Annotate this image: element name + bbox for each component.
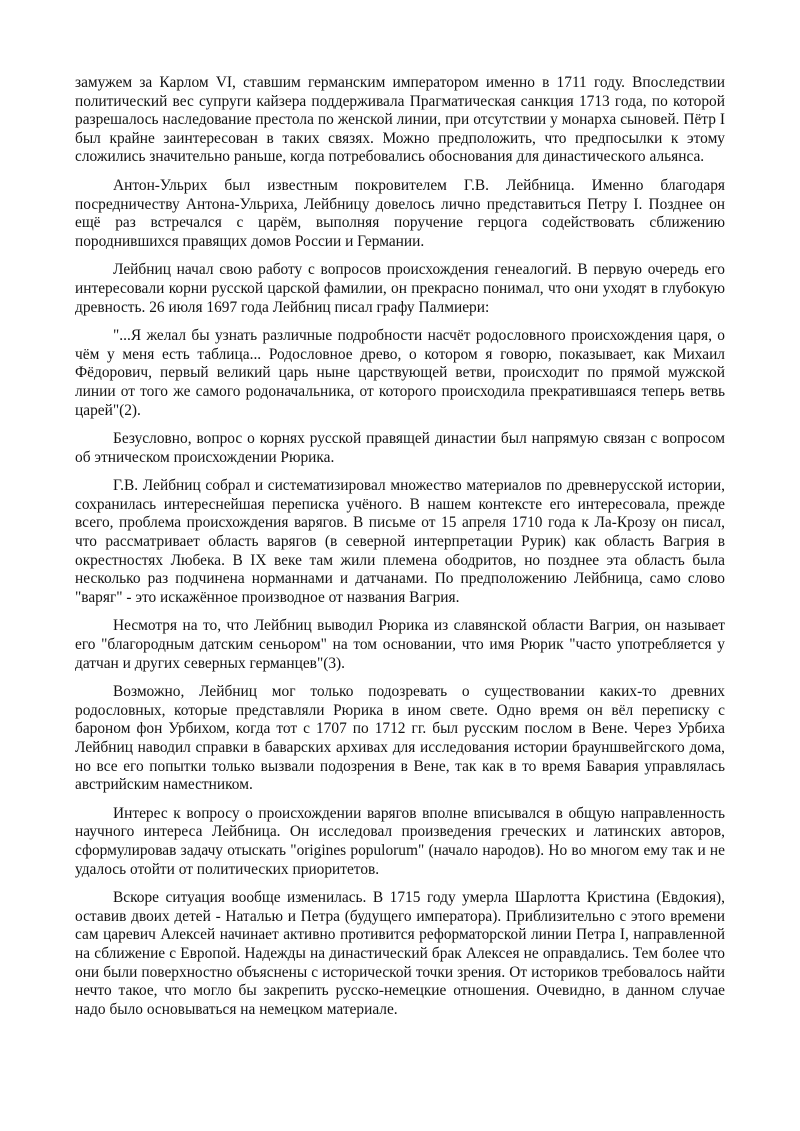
paragraph-6: Г.В. Лейбниц собрал и систематизировал множество материалов по древнерусской истории, сохранилась интереснейшая переписка учёного. В нашем контексте его интересовала, прежде всего, проблема происхождения варягов. В письме от 15 апреля 1710 года к Ла-Крозу он писал, что рассматривает область варягов (в северной интерпретации Рурик) как область Вагрия в окрестностях Любека. В IX веке там жили племена ободритов, но позднее эта область была несколько раз подчинена норманнами и датчанами. По предположению Лейбница, само слово "варяг" - это искажённое производное от названия Вагрия. [75,477,725,606]
paragraph-3: Лейбниц начал свою работу с вопросов происхождения генеалогий. В первую очередь его интересовали корни русской царской фамилии, он прекрасно понимал, что они уходят в глубокую древность. 26 июля 1697 года Лейбниц писал графу Палмиери: [75,261,725,316]
paragraph-5: Безусловно, вопрос о корнях русской правящей династии был напрямую связан с вопросом об этническом происхождении Рюрика. [75,430,725,466]
document-page [75,74,725,1019]
paragraph-2: Антон-Ульрих был известным покровителем Г.В. Лейбница. Именно благодаря посредничеству Антона-Ульриха, Лейбницу довелось лично представиться Петру I. Позднее он ещё раз встречался с царём, выполняя поручение герцога содействовать сближению породнившихся правящих домов России и Германии. [75,176,725,250]
paragraph-8: Возможно, Лейбниц мог только подозревать о существовании каких-то древних родословных, которые представляли Рюрика в ином свете. Одно время он вёл переписку с бароном фон Урбихом, когда тот с 1707 по 1712 гг. был русским послом в Вене. Через Урбиха Лейбниц наводил справки в баварских архивах для исследования истории брауншвейгского дома, но все его попытки только вызвали подозрения в Вене, так как в то время Бавария управлялась австрийским наместником. [75,683,725,794]
paragraph-7: Несмотря на то, что Лейбниц выводил Рюрика из славянской области Вагрия, он называет его "благородным датским сеньором" на том основании, что имя Рюрик "часто употребляется у датчан и других северных германцев"(3). [75,617,725,672]
paragraph-10: Вскоре ситуация вообще изменилась. В 1715 году умерла Шарлотта Кристина (Евдокия), оставив двоих детей - Наталью и Петра (будущего императора). Приблизительно с этого времени сам царевич Алексей начинает активно противится реформаторской линии Петра I, направленной на сближение с Европой. Надежды на династический брак Алексея не оправдались. Тем более что они были поверхностно объяснены с исторической точки зрения. От историков требовалось найти нечто такое, что могло бы закрепить русско-немецкие отношения. Очевидно, в данном случае надо было основываться на немецком материале. [75,889,725,1018]
paragraph-1: замужем за Карлом VI, ставшим германским императором именно в 1711 году. Впоследствии политический вес супруги кайзера поддерживала Прагматическая санкция 1713 года, по которой разрешалось наследование престола по женской линии, при отсутствии у монарха сыновей. Пётр I был крайне заинтересован в таких связях. Можно предположить, что предпосылки к этому сложились значительно раньше, когда потребовались обоснования для династического альянса. [75,74,725,166]
paragraph-9: Интерес к вопросу о происхождении варягов вполне вписывался в общую направленность научного интереса Лейбница. Он исследовал произведения греческих и латинских авторов, сформулировав задачу отыскать "origines populorum" (начало народов). Но во многом ему так и не удалось отойти от политических приоритетов. [75,804,725,878]
quotation-paragraph: "...Я желал бы узнать различные подробности насчёт родословного происхождения царя, о чём у меня есть таблица... Родословное древо, о котором я говорю, показывает, как Михаил Фёдорович, первый великий царь ныне царствующей ветви, происходит по прямой мужской линии от того же самого родоначальника, от которого происходила прекратившаяся теперь ветвь царей"(2). [75,327,725,419]
